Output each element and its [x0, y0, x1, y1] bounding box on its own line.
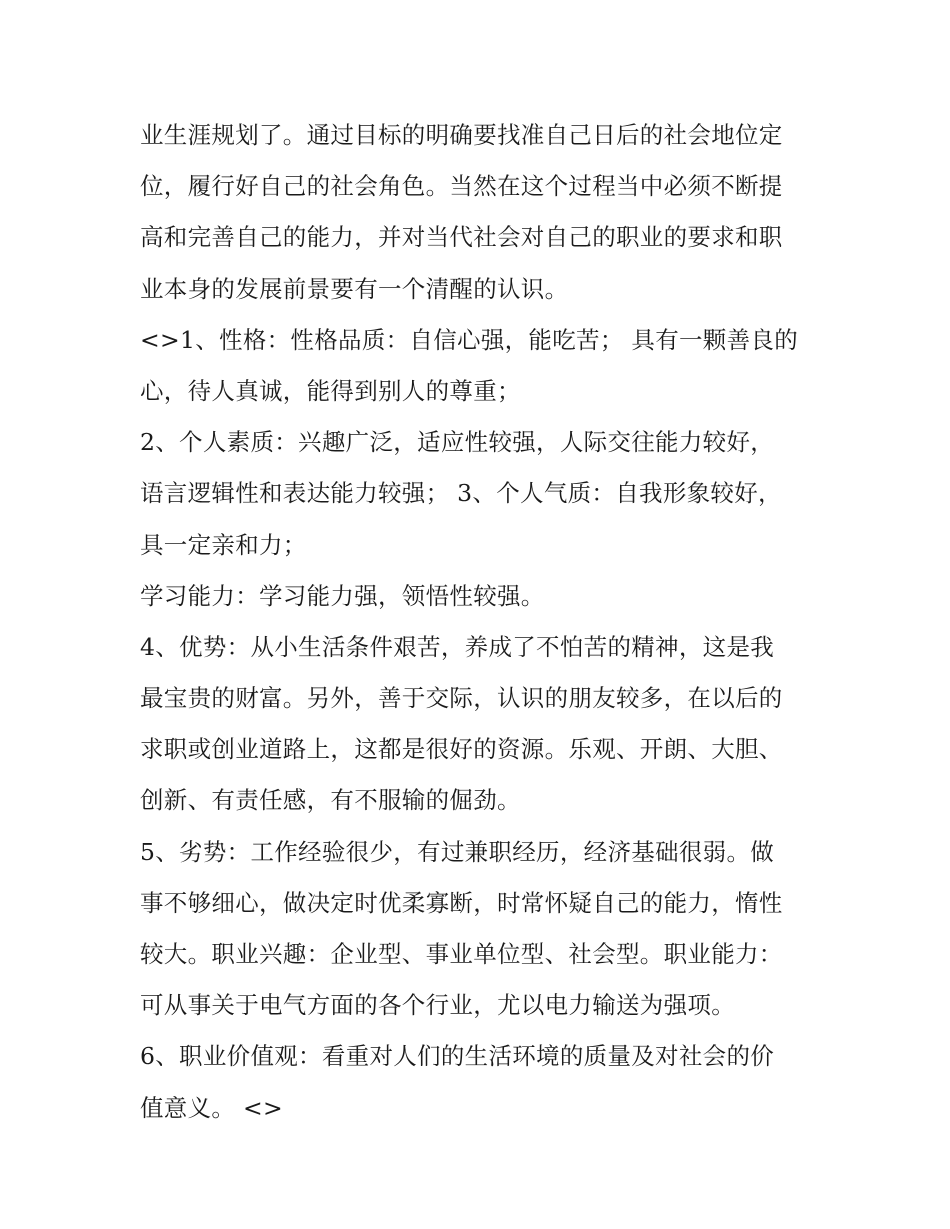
text-line: <>1、性格：性格品质：自信心强，能吃苦； 具有一颗善良的	[140, 325, 799, 354]
text-line: 4、优势：从小生活条件艰苦，养成了不怕苦的精神，这是我	[140, 632, 775, 661]
text-line: 具一定亲和力；	[140, 530, 307, 559]
text-line: 业本身的发展前景要有一个清醒的认识。	[140, 274, 569, 303]
text-line: 业生涯规划了。通过目标的明确要找准自己日后的社会地位定	[140, 121, 783, 149]
text-line: 5、劣势：工作经验很少，有过兼职经历，经济基础很弱。做	[140, 837, 775, 866]
text-line: 6、职业价值观：看重对人们的生活环境的质量及对社会的价	[140, 1042, 775, 1071]
paragraph-career-values	[140, 1031, 830, 1133]
paragraph-career-intro	[140, 110, 830, 315]
text-line: 语言逻辑性和表达能力较强； 3、个人气质：自我形象较好，	[140, 479, 782, 508]
paragraph-learning-ability	[140, 571, 830, 622]
text-line: 学习能力：学习能力强，领悟性较强。	[140, 581, 545, 610]
text-line: 高和完善自己的能力，并对当代社会对自己的职业的要求和职	[140, 223, 783, 252]
text-line: 求职或创业道路上，这都是很好的资源。乐观、开朗、大胆、	[140, 735, 783, 764]
paragraph-strengths	[140, 622, 830, 827]
text-line: 事不够细心，做决定时优柔寡断，时常怀疑自己的能力，惰性	[140, 888, 783, 917]
text-line: 创新、有责任感，有不服输的倔劲。	[140, 786, 521, 815]
text-line: 心，待人真诚，能得到别人的尊重；	[140, 376, 521, 405]
paragraph-personal-quality	[140, 417, 830, 571]
text-line: 较大。职业兴趣：企业型、事业单位型、社会型。职业能力：	[140, 940, 783, 968]
text-line: 位，履行好自己的社会角色。当然在这个过程当中必须不断提	[140, 172, 783, 201]
text-line: 最宝贵的财富。另外，善于交际，认识的朋友较多，在以后的	[140, 684, 783, 713]
text-line: 值意义。 <>	[140, 1093, 283, 1122]
text-line: 2、个人素质：兴趣广泛，适应性较强，人际交往能力较好，	[140, 428, 775, 457]
paragraph-weaknesses	[140, 827, 830, 1032]
text-line: 可从事关于电气方面的各个行业，尤以电力输送为强项。	[140, 991, 735, 1020]
document-body	[140, 110, 830, 1134]
paragraph-personality	[140, 315, 830, 417]
